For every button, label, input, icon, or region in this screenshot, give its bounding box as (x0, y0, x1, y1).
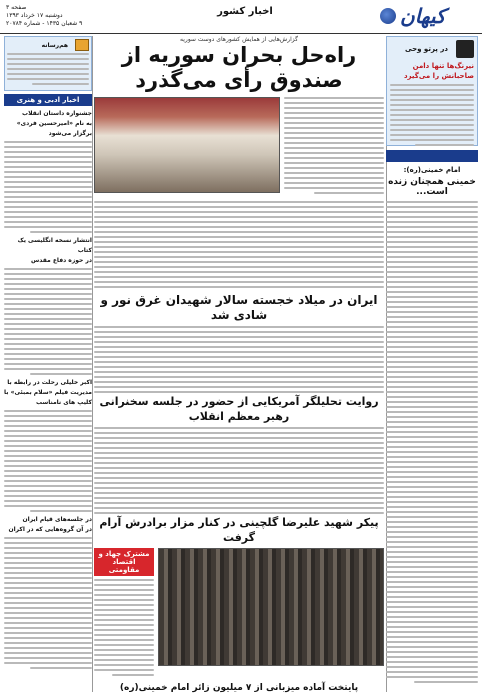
culture-item8[interactable]: در آن گروه‌هایی که در اکران (8, 526, 92, 533)
issue-info (6, 4, 116, 28)
culture-text3 (4, 410, 92, 512)
lead-kicker: گزارش‌هایی از همایش کشورهای دوست سوریه (180, 36, 298, 43)
culture-text1 (4, 141, 92, 233)
culture-text4 (4, 537, 92, 669)
logo-text: کیهان (400, 4, 446, 28)
culture-item5[interactable]: اکبر خلیلی رحلت در رابطه با (7, 379, 92, 386)
red-box-text (94, 579, 154, 676)
story3-text (94, 427, 384, 515)
logo[interactable] (380, 2, 476, 30)
teaser-title: خمینی همچنان زنده است... (388, 177, 476, 197)
lead-photo[interactable] (94, 97, 280, 193)
culture-item7[interactable]: در جلسه‌های قیام ایران (22, 516, 92, 523)
emblem-icon (456, 40, 474, 58)
culture-item2[interactable]: به نام «امیرحسین فردی» برگزار می‌شود (16, 120, 92, 137)
quran-box (386, 36, 478, 146)
issue-date: دوشنبه ۱۷ خرداد ۱۳۹۳ (6, 12, 63, 19)
column-divider (92, 36, 93, 692)
main-column (94, 36, 384, 692)
culture-item6[interactable]: مدیریت فیلم «سلام بمبئی» با کلیپ های نامناسب (3, 389, 92, 406)
culture-item4[interactable]: در حوزه دفاع مقدس (30, 257, 92, 264)
left-column (4, 36, 92, 692)
quran-box-title: نیرنگ‌ها تنها دامن صاحبانش را می‌گیرد (403, 62, 474, 80)
story2-text (94, 326, 384, 394)
teaser-caption: امام خمینی(ره): (403, 166, 461, 174)
right-banner (386, 150, 478, 162)
quran-box-head: در پرتو وحی (405, 45, 448, 53)
section-title: اخبار کشور (217, 6, 273, 17)
culture-item3[interactable]: انتشار نسخه انگلیسی یک کتاب (17, 237, 92, 254)
masthead (0, 0, 482, 34)
story2-headline[interactable]: ایران در میلاد خجسته سالار شهیدان غرق نور و شادی شد (100, 293, 378, 322)
story4-headline[interactable]: پیکر شهید علیرضا گلچینی در کنار مزار برادرش آرام گرفت (99, 516, 379, 544)
left-box-head: هم‌رسانه (41, 41, 68, 49)
teaser-text (386, 201, 478, 683)
red-label: مشترک جهاد و اقتصاد مقاومتی (94, 548, 154, 576)
lead-headline[interactable]: راه‌حل بحران سوریه از صندوق رأی می‌گذرد (121, 43, 357, 92)
funeral-photo[interactable] (158, 548, 384, 666)
issue-number: ۹ شعبان ۱۴۳۵ - شماره ۲۰۷۸۴ (6, 20, 83, 27)
story3-headline[interactable]: روایت تحلیلگر آمریکایی از حضور در جلسه سخنرانی رهبر معظم انقلاب (99, 395, 379, 423)
right-column (386, 36, 478, 692)
culture-item1[interactable]: جشنواره داستان انقلاب (22, 110, 92, 117)
logo-emblem-icon (380, 8, 396, 24)
story5-headline[interactable]: پایتخت آماده میزبانی از ۷ میلیون زائر امام خمینی(ره) (119, 683, 359, 693)
left-promo-box (4, 36, 92, 91)
culture-section-head: اخبار ادبی و هنری (4, 94, 92, 106)
lead-text (284, 97, 384, 197)
left-box-text (7, 53, 89, 85)
gift-icon (75, 39, 89, 51)
culture-text2 (4, 268, 92, 375)
quran-box-text (390, 84, 474, 146)
lead-body (94, 201, 384, 291)
issue-page: صفحه ۳ (6, 4, 27, 11)
